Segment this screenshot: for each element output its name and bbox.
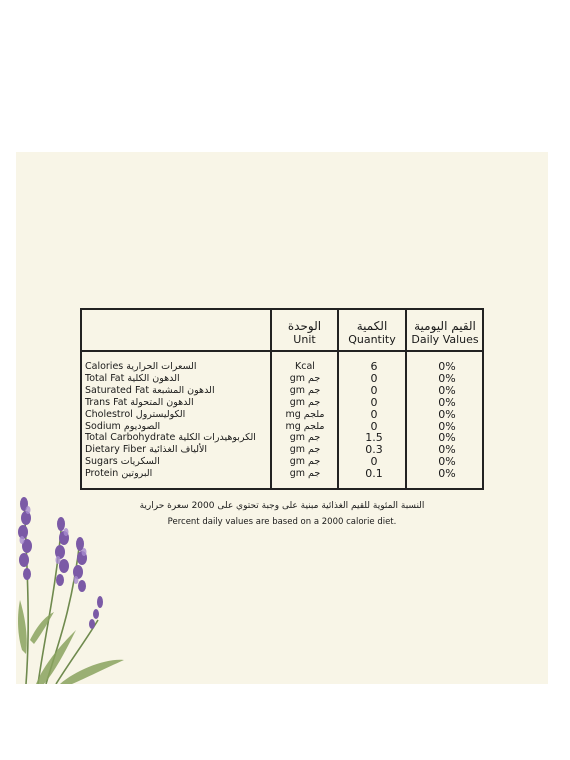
unit-column: [270, 361, 340, 480]
daily-values-header-ar: القيم اليومية: [414, 319, 476, 333]
nutrient-name: Protein البروتين: [85, 468, 153, 480]
nutrient-quantity: 0: [370, 455, 378, 469]
daily-values-header: [407, 316, 483, 350]
nutrient-daily-value: 0%: [438, 431, 456, 445]
footnote-english: Percent daily values are based on a 2000 calorie diet.: [167, 517, 397, 527]
nutrient-quantity: 0: [370, 395, 378, 409]
daily-value-column: [409, 361, 485, 480]
nutrient-unit: mg ملجم: [285, 408, 325, 420]
nutrient-quantity: 0: [370, 371, 378, 385]
nutrient-unit: gm جم: [289, 372, 321, 384]
nutrient-quantity: 6: [370, 360, 378, 373]
nutrient-daily-value: 0%: [438, 455, 456, 469]
nutrient-quantity: 0: [370, 419, 378, 433]
nutrient-unit: Kcal: [295, 361, 315, 372]
nutrient-quantity: 0: [370, 407, 378, 421]
nutrient-daily-value: 0%: [438, 360, 456, 373]
quantity-header-en: Quantity: [348, 333, 396, 346]
nutrition-table: [80, 308, 484, 490]
nutrient-name: Total Fat الدهون الكلية: [85, 372, 180, 384]
unit-header-ar: الوحدة: [287, 319, 322, 333]
nutrient-daily-value: 0%: [438, 383, 456, 397]
quantity-column: [339, 361, 409, 480]
nutrient-unit: gm جم: [289, 444, 321, 456]
nutrient-quantity: 0: [370, 383, 378, 397]
quantity-header-ar: الكمية: [356, 319, 388, 333]
nutrient-name: Trans Fat الدهون المتحولة: [85, 396, 194, 408]
nutrient-daily-value: 0%: [438, 407, 456, 421]
nutrient-unit: mg ملجم: [285, 420, 325, 432]
unit-header-en: Unit: [293, 333, 316, 346]
quantity-header: [339, 316, 405, 350]
nutrient-unit: gm جم: [289, 396, 321, 408]
nutrient-name: Calories السعرات الحرارية: [85, 361, 197, 372]
daily-values-header-en: Daily Values: [411, 333, 479, 346]
nutrient-name: Sodium الصوديوم: [85, 420, 161, 432]
footnote-arabic: النسبة المئوية للقيم الغذائية مبنية على وجبة تحتوي على 2000 سعرة حرارية: [139, 501, 425, 511]
nutrient-unit: gm جم: [289, 456, 321, 468]
nutrient-name: Saturated Fat الدهون المشبعة: [85, 384, 215, 396]
nutrient-quantity: 1.5: [365, 431, 383, 445]
nutrient-daily-value: 0%: [438, 443, 456, 457]
nutrient-name: Cholestrol الكوليسترول: [85, 408, 186, 420]
nutrition-panel: [16, 152, 548, 684]
nutrient-daily-value: 0%: [438, 371, 456, 385]
nutrient-unit: gm جم: [289, 432, 321, 444]
nutrient-daily-value: 0%: [438, 467, 456, 481]
nutrient-unit: gm جم: [289, 384, 321, 396]
nutrient-name: Total Carbohydrate الكربوهيدرات الكلية: [85, 432, 256, 444]
nutrient-unit: gm جم: [289, 468, 321, 480]
nutrient-daily-value: 0%: [438, 419, 456, 433]
lavender-illustration: [16, 490, 126, 684]
nutrient-daily-value: 0%: [438, 395, 456, 409]
unit-header: [272, 316, 337, 350]
nutrient-name: Dietary Fiber الألياف الغذائية: [85, 444, 208, 456]
nutrient-name-column: [85, 361, 256, 480]
nutrient-quantity: 0.3: [365, 443, 383, 457]
header-divider: [82, 350, 482, 352]
nutrient-quantity: 0.1: [365, 467, 383, 481]
nutrient-name: Sugars السكريات: [85, 456, 160, 468]
